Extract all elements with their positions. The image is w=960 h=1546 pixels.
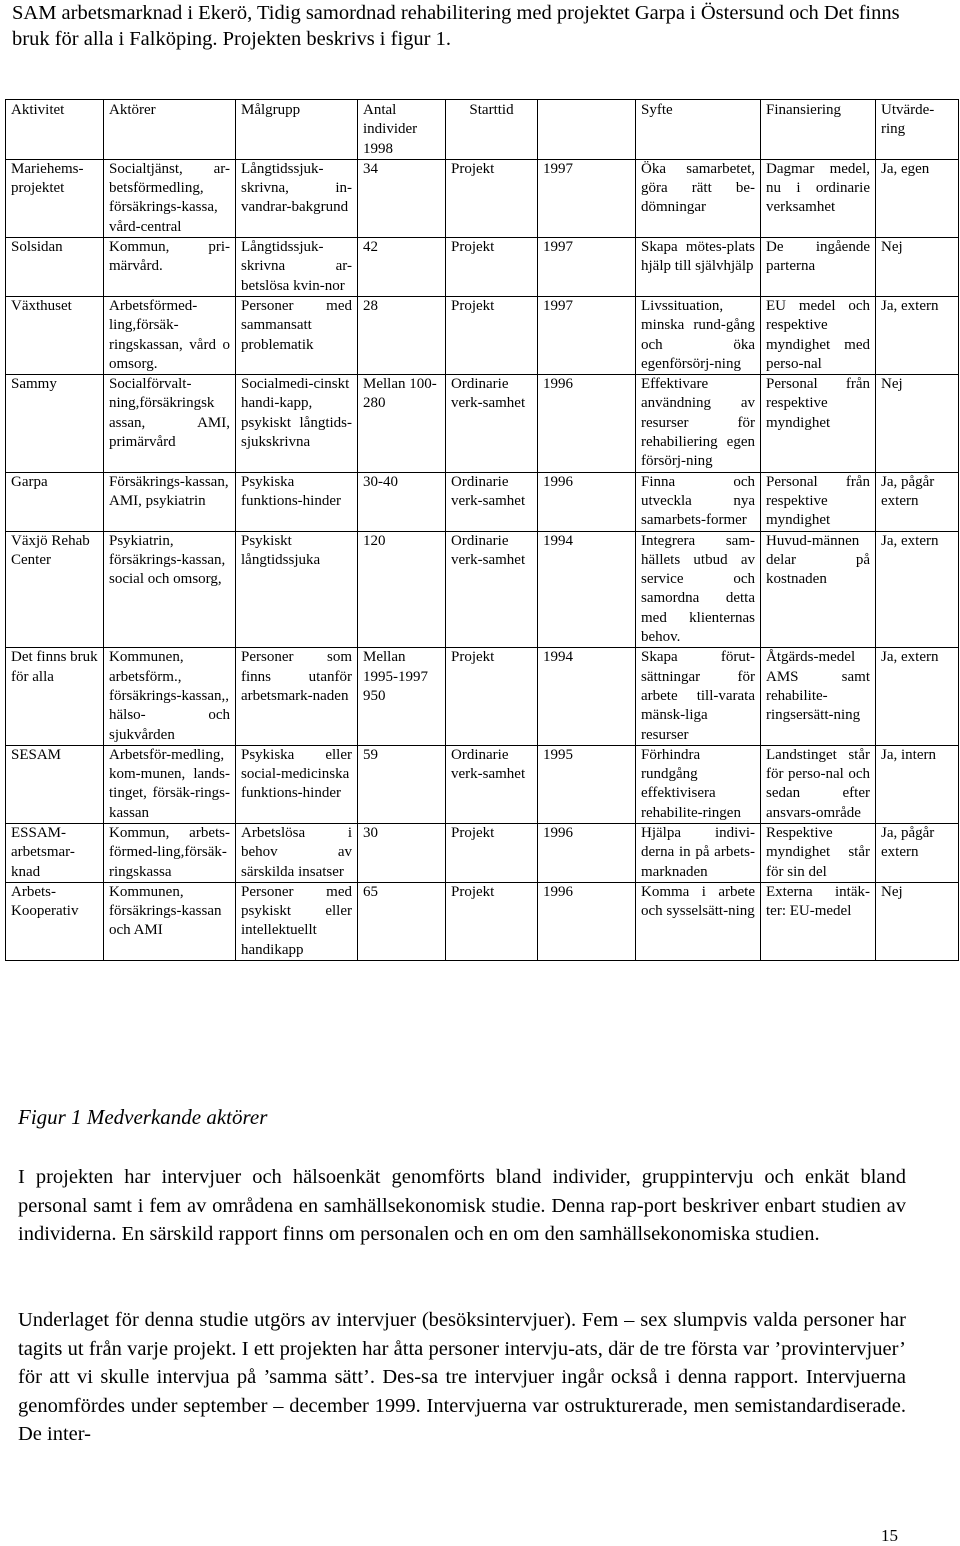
cell-finansiering: Personal från respektive myndighet bbox=[761, 375, 876, 472]
cell-aktivitet: ESSAM-arbetsmar-knad bbox=[6, 823, 104, 882]
cell-utvardering: Ja, egen bbox=[876, 159, 959, 237]
cell-finansiering: Respektive myndighet står för sin del bbox=[761, 823, 876, 882]
cell-malgrupp: Psykiskt långtidssjuka bbox=[236, 531, 358, 648]
cell-ar: 1996 bbox=[538, 823, 636, 882]
cell-starttid: Projekt bbox=[446, 159, 538, 237]
cell-starttid: Ordinarie verk-samhet bbox=[446, 472, 538, 531]
cell-starttid: Ordinarie verk-samhet bbox=[446, 531, 538, 648]
cell-syfte: Öka samarbetet, göra rätt be-dömningar bbox=[636, 159, 761, 237]
cell-finansiering: De ingående parterna bbox=[761, 238, 876, 297]
cell-finansiering: Huvud-männen delar på kostnaden bbox=[761, 531, 876, 648]
cell-antal: 30 bbox=[358, 823, 446, 882]
paragraph-2: Underlaget för denna studie utgörs av intervjuer (besöksintervjuer). Fem – sex slumpvis valda personer har tagits ut från varje projekt. I ett projekten har åtta personer intervju-ats, där de tre första var ’provintervjuer’ för att vi skulle intervjua på ’samma sätt’. Des-sa tre intervjuer ingår också i denna rapport. Intervjuerna genomfördes under september – december 1999. Intervjuerna var ostrukturerade, men semistandardiserade. De inter- bbox=[18, 1309, 906, 1445]
cell-aktivitet: Sammy bbox=[6, 375, 104, 472]
cell-utvardering: Nej bbox=[876, 375, 959, 472]
cell-aktivitet: Garpa bbox=[6, 472, 104, 531]
cell-aktorer: Försäkrings-kassan, AMI, psykiatrin bbox=[104, 472, 236, 531]
cell-syfte: Effektivare användning av resurser för rehabiliering egen försörj-ning bbox=[636, 375, 761, 472]
cell-syfte: Finna och utveckla nya samarbets-former bbox=[636, 472, 761, 531]
cell-antal: 28 bbox=[358, 296, 446, 374]
actors-table bbox=[5, 99, 959, 961]
table-row bbox=[6, 745, 959, 823]
cell-ar: 1997 bbox=[538, 238, 636, 297]
cell-aktorer: Kommunen, arbetsförm., försäkrings-kassan,, hälso- och sjukvården bbox=[104, 648, 236, 745]
cell-aktorer: Socialtjänst, ar-betsförmedling, försäkrings-kassa, vård-central bbox=[104, 159, 236, 237]
table-row bbox=[6, 238, 959, 297]
header-antal: Antal individer 1998 bbox=[358, 100, 446, 160]
header-blank bbox=[538, 100, 636, 160]
cell-starttid: Projekt bbox=[446, 882, 538, 960]
cell-aktivitet: SESAM bbox=[6, 745, 104, 823]
table-row bbox=[6, 375, 959, 472]
cell-finansiering: Landstinget står för perso-nal och sedan efter ansvars-område bbox=[761, 745, 876, 823]
cell-aktivitet: Växthuset bbox=[6, 296, 104, 374]
cell-ar: 1994 bbox=[538, 648, 636, 745]
cell-antal: 34 bbox=[358, 159, 446, 237]
cell-finansiering: Dagmar medel, nu i ordinarie verksamhet bbox=[761, 159, 876, 237]
cell-syfte: Komma i arbete och sysselsätt-ning bbox=[636, 882, 761, 960]
figure-caption: Figur 1 Medverkande aktörer bbox=[18, 1105, 268, 1129]
header-aktorer: Aktörer bbox=[104, 100, 236, 160]
cell-aktorer: Kommunen, försäkrings-kassan och AMI bbox=[104, 882, 236, 960]
header-utvardering: Utvärde-ring bbox=[876, 100, 959, 160]
cell-utvardering: Nej bbox=[876, 882, 959, 960]
cell-syfte: Livssituation, minska rund-gång och öka egenförsörj-ning bbox=[636, 296, 761, 374]
page-number: 15 bbox=[881, 1526, 898, 1545]
cell-malgrupp: Psykiska funktions-hinder bbox=[236, 472, 358, 531]
table-row bbox=[6, 472, 959, 531]
cell-starttid: Ordinarie verk-samhet bbox=[446, 745, 538, 823]
cell-utvardering: Ja, intern bbox=[876, 745, 959, 823]
table-header-row bbox=[6, 100, 959, 160]
cell-aktivitet: Arbets-Kooperativ bbox=[6, 882, 104, 960]
cell-aktorer: Kommun, pri-märvård. bbox=[104, 238, 236, 297]
cell-finansiering: Externa intäk-ter: EU-medel bbox=[761, 882, 876, 960]
cell-ar: 1997 bbox=[538, 159, 636, 237]
cell-aktivitet: Mariehems-projektet bbox=[6, 159, 104, 237]
table-row bbox=[6, 296, 959, 374]
cell-starttid: Projekt bbox=[446, 648, 538, 745]
header-malgrupp: Målgrupp bbox=[236, 100, 358, 160]
cell-utvardering: Ja, extern bbox=[876, 648, 959, 745]
cell-malgrupp: Arbetslösa i behov av särskilda insatser bbox=[236, 823, 358, 882]
table-row bbox=[6, 648, 959, 745]
cell-utvardering: Ja, pågår extern bbox=[876, 472, 959, 531]
cell-syfte: Integrera sam-hällets utbud av service och samordna detta med klienternas behov. bbox=[636, 531, 761, 648]
cell-antal: 65 bbox=[358, 882, 446, 960]
cell-aktorer: Socialförvalt-ning,försäkringsk assan, AMI, primärvård bbox=[104, 375, 236, 472]
cell-antal: Mellan 100-280 bbox=[358, 375, 446, 472]
cell-antal: 59 bbox=[358, 745, 446, 823]
table-row bbox=[6, 882, 959, 960]
cell-starttid: Projekt bbox=[446, 296, 538, 374]
table-body bbox=[6, 159, 959, 960]
cell-syfte: Förhindra rundgång effektivisera rehabilite-ringen bbox=[636, 745, 761, 823]
cell-malgrupp: Personer som finns utanför arbetsmark-naden bbox=[236, 648, 358, 745]
table-row bbox=[6, 823, 959, 882]
cell-antal: 42 bbox=[358, 238, 446, 297]
cell-aktivitet: Det finns bruk för alla bbox=[6, 648, 104, 745]
cell-antal: 120 bbox=[358, 531, 446, 648]
cell-aktivitet: Växjö Rehab Center bbox=[6, 531, 104, 648]
cell-ar: 1994 bbox=[538, 531, 636, 648]
cell-malgrupp: Personer med psykiskt eller intellektuellt handikapp bbox=[236, 882, 358, 960]
cell-utvardering: Ja, pågår extern bbox=[876, 823, 959, 882]
cell-aktorer: Kommun, arbets-förmed-ling,försäk-ringskassa bbox=[104, 823, 236, 882]
cell-ar: 1995 bbox=[538, 745, 636, 823]
table-row bbox=[6, 159, 959, 237]
cell-aktorer: Arbetsförmed-ling,försäk-ringskassan, vård o omsorg. bbox=[104, 296, 236, 374]
table-row bbox=[6, 531, 959, 648]
cell-ar: 1996 bbox=[538, 882, 636, 960]
cell-aktorer: Psykiatrin, försäkrings-kassan, social och omsorg, bbox=[104, 531, 236, 648]
cell-malgrupp: Långtidssjuk-skrivna ar-betslösa kvin-nor bbox=[236, 238, 358, 297]
cell-finansiering: Personal från respektive myndighet bbox=[761, 472, 876, 531]
cell-finansiering: EU medel och respektive myndighet med perso-nal bbox=[761, 296, 876, 374]
cell-utvardering: Nej bbox=[876, 238, 959, 297]
header-finansiering: Finansiering bbox=[761, 100, 876, 160]
cell-syfte: Skapa förut-sättningar för arbete till-varata mänsk-liga resurser bbox=[636, 648, 761, 745]
cell-syfte: Skapa mötes-plats hjälp till självhjälp bbox=[636, 238, 761, 297]
cell-antal: 30-40 bbox=[358, 472, 446, 531]
cell-ar: 1996 bbox=[538, 375, 636, 472]
cell-utvardering: Ja, extern bbox=[876, 296, 959, 374]
cell-starttid: Projekt bbox=[446, 823, 538, 882]
cell-finansiering: Åtgärds-medel AMS samt rehabilite-ringsersätt-ning bbox=[761, 648, 876, 745]
cell-malgrupp: Personer med sammansatt problematik bbox=[236, 296, 358, 374]
header-aktivitet: Aktivitet bbox=[6, 100, 104, 160]
intro-text: SAM arbetsmarknad i Ekerö, Tidig samordnad rehabilitering med projektet Garpa i Östersund och Det finns bruk för alla i Falköping. Projekten beskrivs i figur 1. bbox=[12, 2, 900, 50]
cell-starttid: Ordinarie verk-samhet bbox=[446, 375, 538, 472]
cell-ar: 1997 bbox=[538, 296, 636, 374]
header-syfte: Syfte bbox=[636, 100, 761, 160]
cell-syfte: Hjälpa indivi-derna in på arbets-marknaden bbox=[636, 823, 761, 882]
cell-starttid: Projekt bbox=[446, 238, 538, 297]
cell-ar: 1996 bbox=[538, 472, 636, 531]
paragraph-1: I projekten har intervjuer och hälsoenkät genomförts bland individer, gruppintervju och enkät bland personal samt i fem av områdena en samhällsekonomisk studie. Denna rap-port beskriver enbart studien av individerna. En särskild rapport finns om personalen och en om den samhällsekonomiska studien. bbox=[18, 1166, 906, 1245]
header-starttid: Starttid bbox=[446, 100, 538, 160]
cell-aktivitet: Solsidan bbox=[6, 238, 104, 297]
cell-malgrupp: Psykiska eller social-medicinska funktions-hinder bbox=[236, 745, 358, 823]
cell-utvardering: Ja, extern bbox=[876, 531, 959, 648]
cell-malgrupp: Socialmedi-cinskt handi-kapp, psykiskt långtids-sjukskrivna bbox=[236, 375, 358, 472]
cell-antal: Mellan 1995-1997 950 bbox=[358, 648, 446, 745]
cell-aktorer: Arbetsför-medling, kom-munen, lands-tinget, försäk-rings-kassan bbox=[104, 745, 236, 823]
cell-malgrupp: Långtidssjuk-skrivna, in-vandrar-bakgrund bbox=[236, 159, 358, 237]
